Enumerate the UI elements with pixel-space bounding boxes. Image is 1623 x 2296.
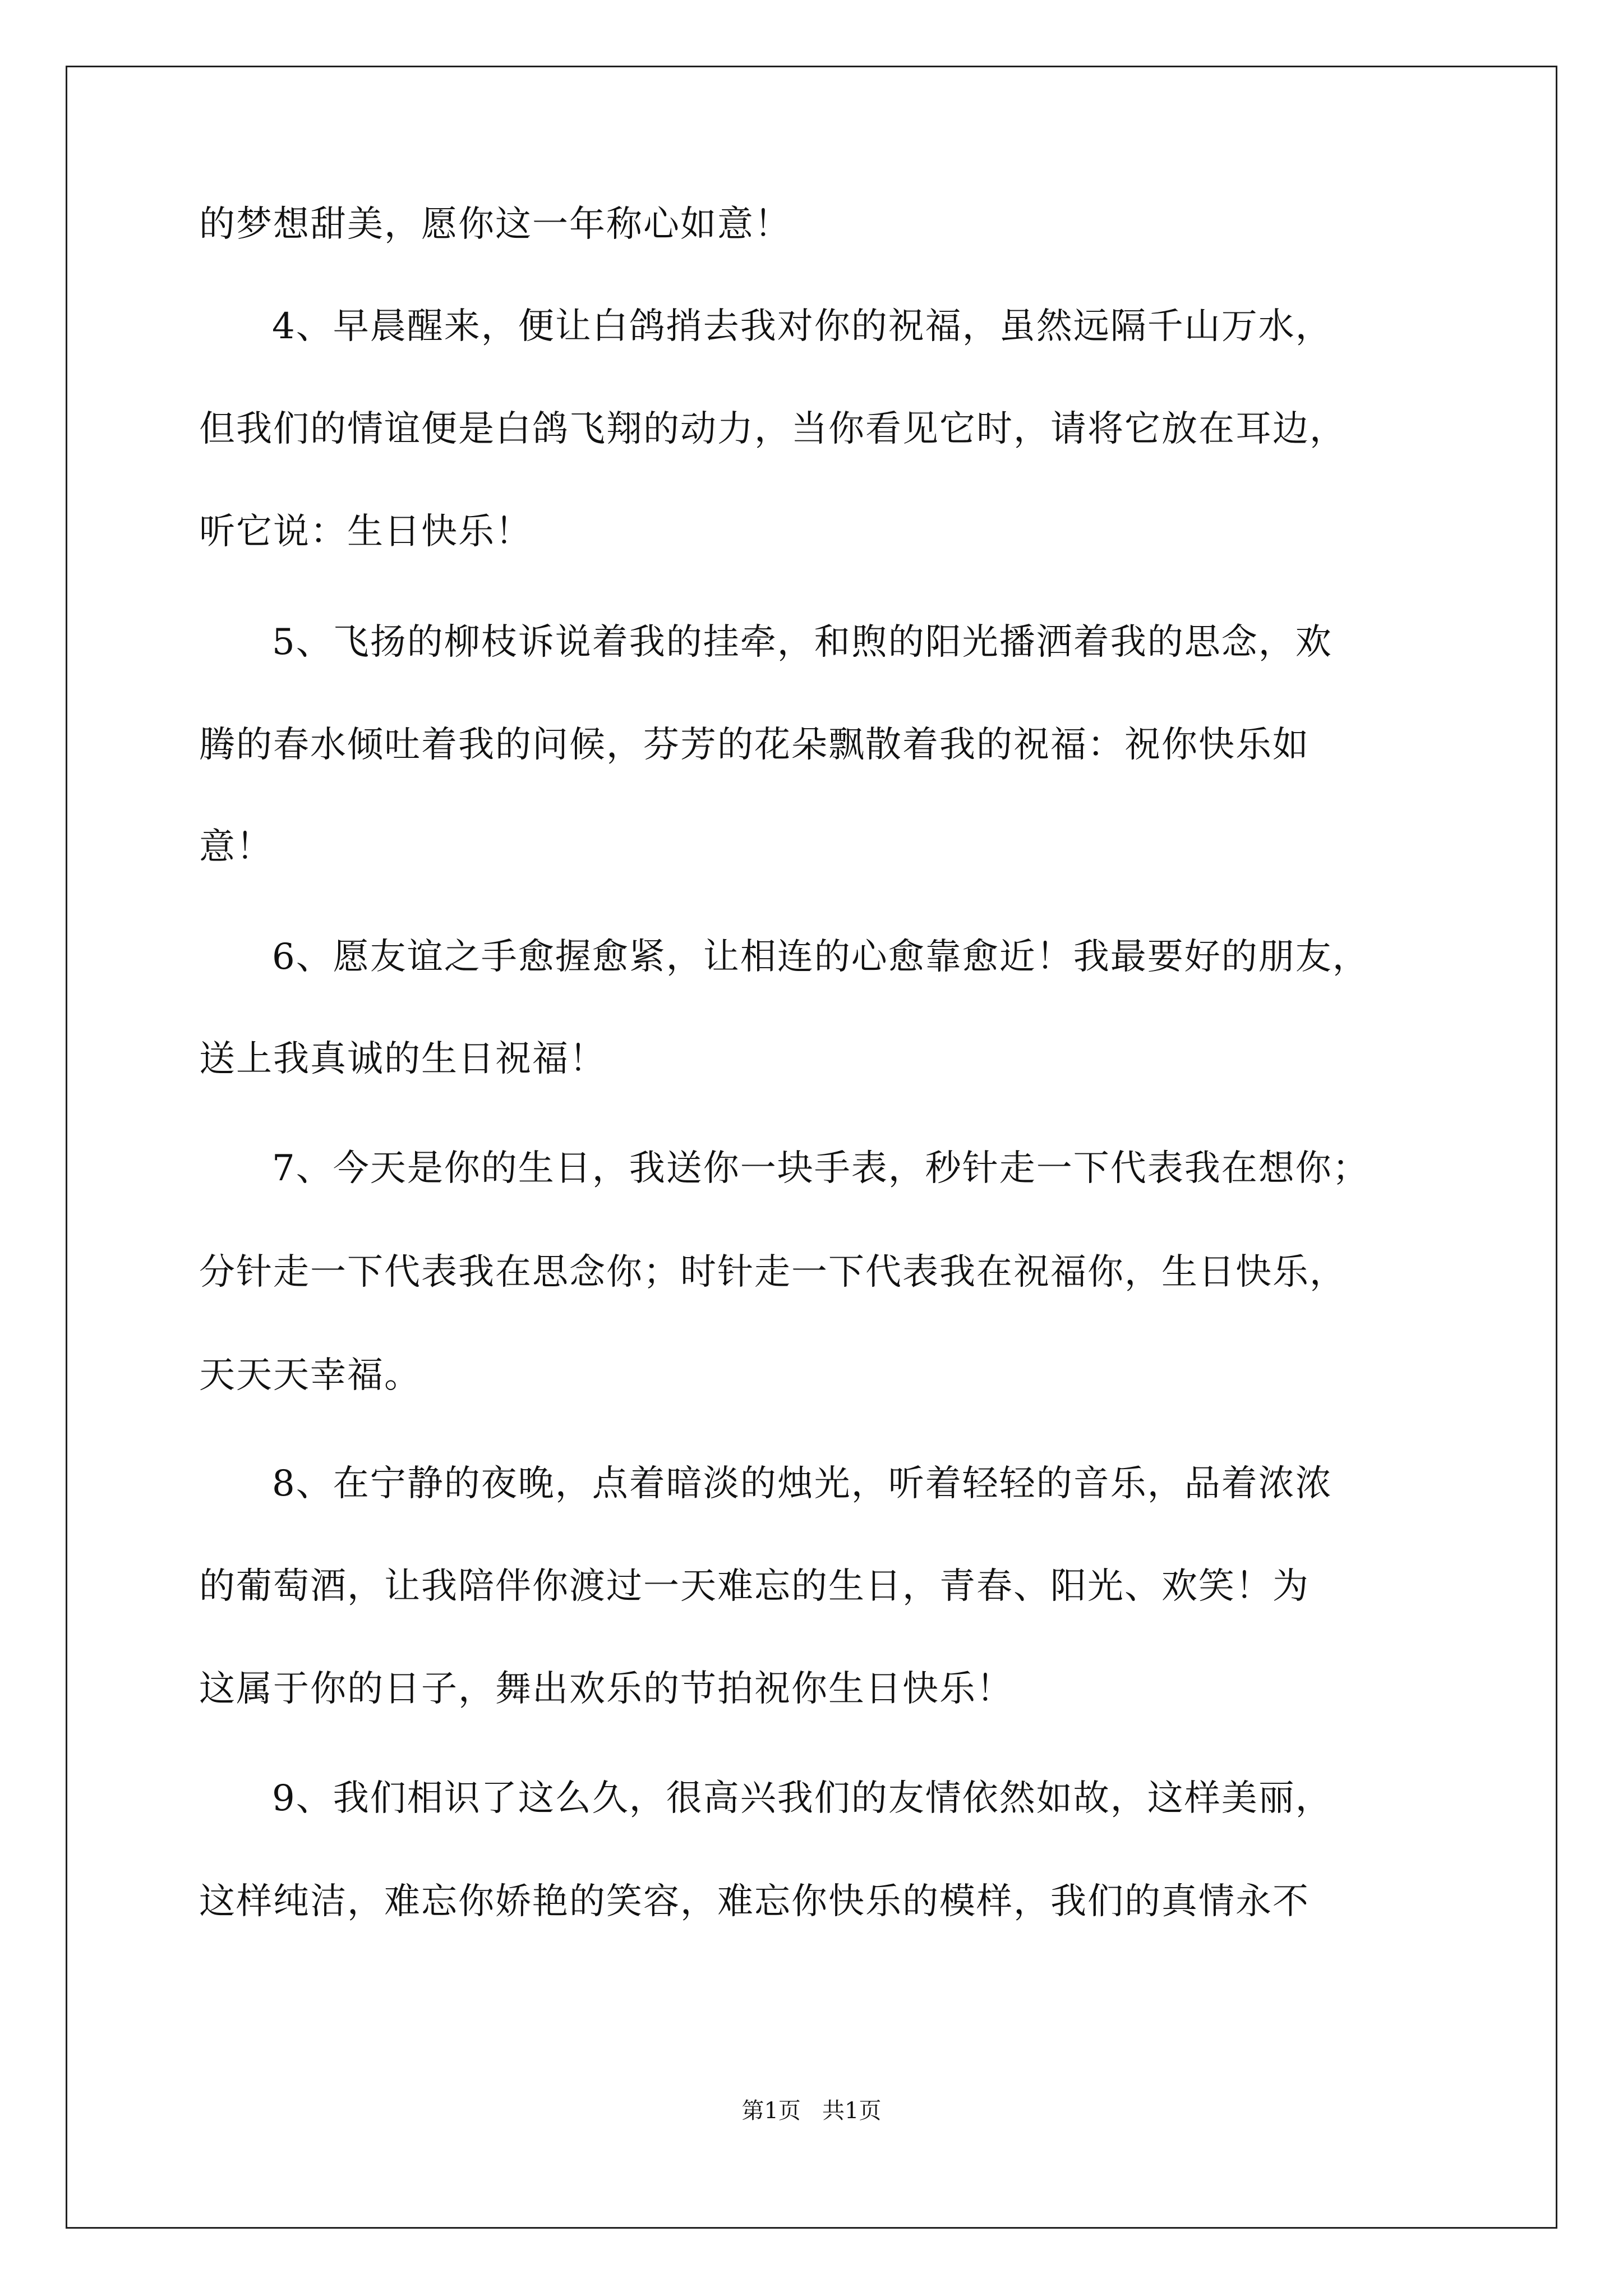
paragraph-line: 的葡萄酒，让我陪伴你渡过一天难忘的生日，青春、阳光、欢笑！为 — [199, 1566, 1310, 1607]
paragraph-line: 4、早晨醒来，便让白鸽捎去我对你的祝福，虽然远隔千山万水， — [272, 306, 1332, 347]
paragraph-line: 7、今天是你的生日，我送你一块手表，秒针走一下代表我在想你； — [272, 1148, 1370, 1189]
paragraph-line: 这样纯洁，难忘你娇艳的笑容，难忘你快乐的模样，我们的真情永不 — [199, 1881, 1310, 1922]
paragraph-line: 这属于你的日子，舞出欢乐的节拍祝你生日快乐！ — [199, 1668, 1013, 1710]
paragraph-line: 分针走一下代表我在思念你；时针走一下代表我在祝福你，生日快乐， — [199, 1251, 1347, 1293]
paragraph-line: 6、愿友谊之手愈握愈紧，让相连的心愈靠愈近！我最要好的朋友， — [272, 936, 1370, 978]
paragraph-line: 送上我真诚的生日祝福！ — [199, 1038, 606, 1080]
page-footer: 第1页 共1页 — [741, 2098, 882, 2124]
paragraph-line: 腾的春水倾吐着我的问候，芬芳的花朵飘散着我的祝福：祝你快乐如 — [199, 724, 1310, 766]
paragraph-line: 但我们的情谊便是白鸽飞翔的动力，当你看见它时，请将它放在耳边， — [199, 408, 1347, 450]
paragraph-line: 天天天幸福。 — [199, 1355, 421, 1396]
paragraph-line: 听它说：生日快乐！ — [199, 511, 532, 553]
paragraph-line: 9、我们相识了这么久，很高兴我们的友情依然如故，这样美丽， — [272, 1778, 1332, 1819]
paragraph-line: 意！ — [199, 826, 273, 868]
paragraph-line: 的梦想甜美，愿你这一年称心如意！ — [199, 204, 791, 245]
paragraph-line: 8、在宁静的夜晚，点着暗淡的烛光，听着轻轻的音乐，品着浓浓 — [272, 1463, 1332, 1504]
paragraph-line: 5、飞扬的柳枝诉说着我的挂牵，和煦的阳光播洒着我的思念，欢 — [272, 622, 1332, 663]
